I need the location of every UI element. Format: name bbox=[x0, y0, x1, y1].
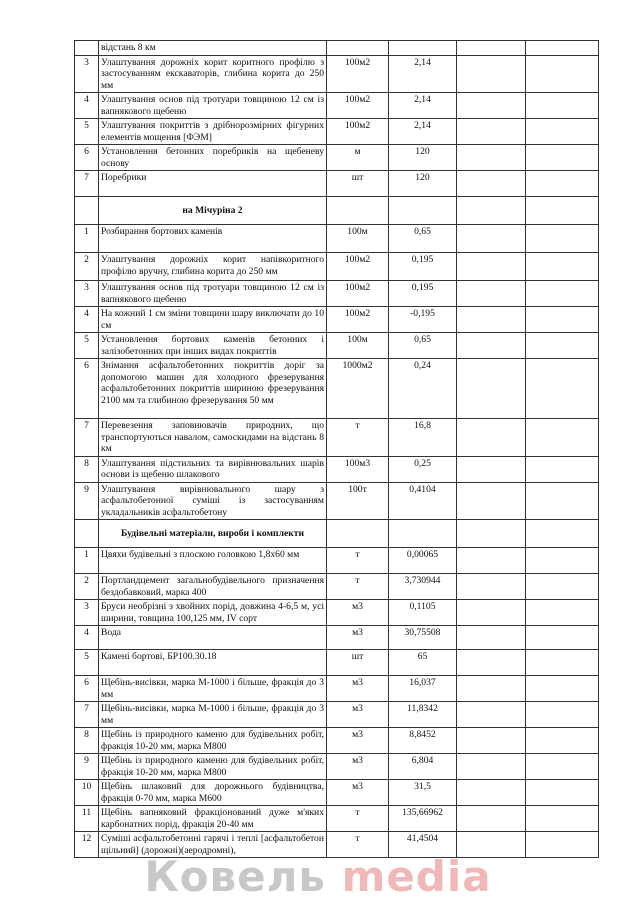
row-number: 8 bbox=[75, 456, 99, 482]
work-description: Улаштування основ під тротуари товщиною 12 см із вапнякового щебеню bbox=[99, 93, 327, 119]
work-description: Портландцемент загальнобудівельного призначення бездобавковий, марка 400 bbox=[99, 574, 327, 600]
row-number: 6 bbox=[75, 145, 99, 171]
table-row bbox=[75, 419, 599, 457]
work-description: Улаштування основ під тротуари товщиною 12 см із вапнякового щебеню bbox=[99, 281, 327, 307]
row-number: 1 bbox=[75, 548, 99, 574]
table-row bbox=[75, 754, 599, 780]
empty-cell bbox=[457, 225, 526, 253]
watermark-word-2: media bbox=[341, 852, 492, 901]
row-number: 2 bbox=[75, 574, 99, 600]
empty-cell bbox=[526, 676, 599, 702]
work-description: На кожний 1 см зміни товщини шару виключати до 10 см bbox=[99, 307, 327, 333]
unit-of-measure: м3 bbox=[327, 626, 389, 650]
empty-cell bbox=[526, 482, 599, 520]
empty-cell bbox=[526, 548, 599, 574]
work-description: Поребрики bbox=[99, 171, 327, 197]
section-title: на Мічуріна 2 bbox=[99, 197, 327, 225]
empty-cell bbox=[526, 780, 599, 806]
quantity: 120 bbox=[389, 145, 457, 171]
empty-cell bbox=[457, 728, 526, 754]
unit-of-measure: 1000м2 bbox=[327, 359, 389, 419]
table-row bbox=[75, 574, 599, 600]
quantity: 2,14 bbox=[389, 93, 457, 119]
section-number-cell bbox=[75, 197, 99, 225]
table-row bbox=[75, 281, 599, 307]
quantity: 0,25 bbox=[389, 456, 457, 482]
row-number: 4 bbox=[75, 307, 99, 333]
quantity: 0,4104 bbox=[389, 482, 457, 520]
empty-cell bbox=[526, 626, 599, 650]
row-number: 3 bbox=[75, 281, 99, 307]
empty-cell bbox=[457, 780, 526, 806]
table-row bbox=[75, 806, 599, 832]
empty-cell bbox=[457, 119, 526, 145]
row-number: 7 bbox=[75, 702, 99, 728]
section-number-cell bbox=[75, 520, 99, 548]
empty-cell bbox=[526, 307, 599, 333]
unit-of-measure: м bbox=[327, 145, 389, 171]
unit-of-measure: т bbox=[327, 806, 389, 832]
work-description: Бруси необрізні з хвойних порід, довжина 4-6,5 м, усі ширини, товщина 100,125 мм, IV сорт bbox=[99, 600, 327, 626]
work-description: Улаштування покриттів з дрібнорозмірних фігурних елементів мощення [ФЭМ] bbox=[99, 119, 327, 145]
unit-of-measure: м3 bbox=[327, 780, 389, 806]
unit-of-measure: 100м2 bbox=[327, 55, 389, 93]
table-row bbox=[75, 41, 599, 56]
quantity: 135,66962 bbox=[389, 806, 457, 832]
table-body bbox=[75, 41, 599, 858]
unit-of-measure: шт bbox=[327, 650, 389, 676]
section-header-row bbox=[75, 197, 599, 225]
work-description: Цвяхи будівельні з плоскою головкою 1,8х60 мм bbox=[99, 548, 327, 574]
row-number: 11 bbox=[75, 806, 99, 832]
row-number: 5 bbox=[75, 333, 99, 359]
work-description: відстань 8 км bbox=[99, 41, 327, 56]
empty-cell bbox=[526, 225, 599, 253]
table-row bbox=[75, 728, 599, 754]
work-description: Суміші асфальтобетонні гарячі і теплі [асфальтобетон щільний] (дорожні)(аеродромні), bbox=[99, 832, 327, 858]
empty-cell bbox=[457, 281, 526, 307]
table-row bbox=[75, 548, 599, 574]
empty-cell bbox=[457, 520, 526, 548]
work-description: Щебінь із природного каменю для будівельних робіт, фракція 10-20 мм, марка М800 bbox=[99, 728, 327, 754]
work-description: Перевезення заповнювачів природних, що транспортуються навалом, самоскидами на відстань 8 км bbox=[99, 419, 327, 457]
table-row bbox=[75, 780, 599, 806]
empty-cell bbox=[457, 41, 526, 56]
work-description: Камені бортові, БР100.30.18 bbox=[99, 650, 327, 676]
row-number: 5 bbox=[75, 650, 99, 676]
work-description: Щебінь із природного каменю для будівельних робіт, фракція 10-20 мм, марка М800 bbox=[99, 754, 327, 780]
quantity: 0,195 bbox=[389, 253, 457, 281]
row-number: 4 bbox=[75, 626, 99, 650]
unit-of-measure: т bbox=[327, 548, 389, 574]
quantity: 0,1105 bbox=[389, 600, 457, 626]
quantity: 2,14 bbox=[389, 55, 457, 93]
unit-of-measure bbox=[327, 41, 389, 56]
row-number: 8 bbox=[75, 728, 99, 754]
section-header-row bbox=[75, 520, 599, 548]
empty-cell bbox=[457, 55, 526, 93]
empty-cell bbox=[457, 307, 526, 333]
quantity: 3,730944 bbox=[389, 574, 457, 600]
empty-cell bbox=[526, 253, 599, 281]
empty-cell bbox=[526, 281, 599, 307]
quantity: 8,8452 bbox=[389, 728, 457, 754]
work-description: Щебінь вапняковий фракціонований дуже м'яких карбонатних порід, фракція 20-40 мм bbox=[99, 806, 327, 832]
quantity: -0,195 bbox=[389, 307, 457, 333]
work-description: Щебінь-висівки, марка М-1000 і більше, фракція до 3 мм bbox=[99, 676, 327, 702]
work-description: Щебінь-висівки, марка М-1000 і більше, фракція до 3 мм bbox=[99, 702, 327, 728]
quantity bbox=[389, 41, 457, 56]
table-row bbox=[75, 171, 599, 197]
unit-of-measure: т bbox=[327, 419, 389, 457]
empty-cell bbox=[526, 359, 599, 419]
empty-cell bbox=[389, 197, 457, 225]
row-number: 6 bbox=[75, 676, 99, 702]
row-number: 5 bbox=[75, 119, 99, 145]
row-number bbox=[75, 41, 99, 56]
quantity: 16,037 bbox=[389, 676, 457, 702]
table-row bbox=[75, 145, 599, 171]
unit-of-measure: т bbox=[327, 574, 389, 600]
empty-cell bbox=[526, 574, 599, 600]
bill-of-quantities-table bbox=[74, 40, 599, 858]
unit-of-measure: т bbox=[327, 832, 389, 858]
table-row bbox=[75, 626, 599, 650]
row-number: 1 bbox=[75, 225, 99, 253]
empty-cell bbox=[526, 456, 599, 482]
row-number: 4 bbox=[75, 93, 99, 119]
quantity: 0,00065 bbox=[389, 548, 457, 574]
unit-of-measure: м3 bbox=[327, 600, 389, 626]
table-row bbox=[75, 456, 599, 482]
empty-cell bbox=[526, 171, 599, 197]
quantity: 6,804 bbox=[389, 754, 457, 780]
row-number: 7 bbox=[75, 419, 99, 457]
empty-cell bbox=[457, 197, 526, 225]
row-number: 9 bbox=[75, 754, 99, 780]
empty-cell bbox=[457, 333, 526, 359]
table-row bbox=[75, 119, 599, 145]
unit-of-measure: 100т bbox=[327, 482, 389, 520]
empty-cell bbox=[457, 702, 526, 728]
empty-cell bbox=[327, 197, 389, 225]
work-description: Розбирання бортових каменів bbox=[99, 225, 327, 253]
table-row bbox=[75, 359, 599, 419]
work-description: Щебінь шлаковий для дорожнього будівництва, фракція 0-70 мм, марка М600 bbox=[99, 780, 327, 806]
empty-cell bbox=[526, 55, 599, 93]
unit-of-measure: 100м2 bbox=[327, 281, 389, 307]
empty-cell bbox=[327, 520, 389, 548]
unit-of-measure: м3 bbox=[327, 754, 389, 780]
row-number: 10 bbox=[75, 780, 99, 806]
work-description: Установлення бетонних поребриків на щебеневу основу bbox=[99, 145, 327, 171]
table-row bbox=[75, 307, 599, 333]
empty-cell bbox=[457, 482, 526, 520]
table-row bbox=[75, 333, 599, 359]
table-row bbox=[75, 225, 599, 253]
work-description: Улаштування вирівнювального шару з асфальтобетонної суміші із застосуванням укладальників асфальтобетону bbox=[99, 482, 327, 520]
empty-cell bbox=[526, 119, 599, 145]
empty-cell bbox=[457, 419, 526, 457]
row-number: 12 bbox=[75, 832, 99, 858]
table-row bbox=[75, 650, 599, 676]
row-number: 9 bbox=[75, 482, 99, 520]
empty-cell bbox=[526, 754, 599, 780]
empty-cell bbox=[457, 171, 526, 197]
quantity: 2,14 bbox=[389, 119, 457, 145]
empty-cell bbox=[526, 419, 599, 457]
unit-of-measure: 100м2 bbox=[327, 93, 389, 119]
empty-cell bbox=[457, 145, 526, 171]
empty-cell bbox=[526, 806, 599, 832]
work-description: Установлення бортових каменів бетонних і залізобетонних при інших видах покриттів bbox=[99, 333, 327, 359]
unit-of-measure: 100м3 bbox=[327, 456, 389, 482]
empty-cell bbox=[526, 728, 599, 754]
quantity: 0,65 bbox=[389, 225, 457, 253]
empty-cell bbox=[526, 520, 599, 548]
unit-of-measure: шт bbox=[327, 171, 389, 197]
unit-of-measure: 100м bbox=[327, 333, 389, 359]
empty-cell bbox=[457, 574, 526, 600]
section-title: Будівельні матеріали, вироби і комплекти bbox=[99, 520, 327, 548]
work-description: Вода bbox=[99, 626, 327, 650]
row-number: 6 bbox=[75, 359, 99, 419]
row-number: 7 bbox=[75, 171, 99, 197]
quantity: 30,75508 bbox=[389, 626, 457, 650]
unit-of-measure: м3 bbox=[327, 676, 389, 702]
empty-cell bbox=[389, 520, 457, 548]
table-row bbox=[75, 253, 599, 281]
empty-cell bbox=[457, 456, 526, 482]
empty-cell bbox=[457, 93, 526, 119]
empty-cell bbox=[457, 359, 526, 419]
quantity: 11,8342 bbox=[389, 702, 457, 728]
empty-cell bbox=[457, 548, 526, 574]
unit-of-measure: м3 bbox=[327, 728, 389, 754]
quantity: 65 bbox=[389, 650, 457, 676]
table-row bbox=[75, 482, 599, 520]
empty-cell bbox=[526, 145, 599, 171]
empty-cell bbox=[526, 333, 599, 359]
unit-of-measure: 100м2 bbox=[327, 253, 389, 281]
empty-cell bbox=[526, 41, 599, 56]
empty-cell bbox=[457, 806, 526, 832]
work-description: Улаштування дорожніх корит напівкоритного профілю вручну, глибина корита до 250 мм bbox=[99, 253, 327, 281]
row-number: 3 bbox=[75, 600, 99, 626]
quantity: 120 bbox=[389, 171, 457, 197]
unit-of-measure: м3 bbox=[327, 702, 389, 728]
empty-cell bbox=[526, 600, 599, 626]
empty-cell bbox=[457, 626, 526, 650]
quantity: 31,5 bbox=[389, 780, 457, 806]
quantity: 0,65 bbox=[389, 333, 457, 359]
empty-cell bbox=[457, 600, 526, 626]
work-description: Знімання асфальтобетонних покриттів доріг за допомогою машин для холодного фрезерування асфальтобетонних покриттів шириною фрезерування 2100 мм та глибиною фрезерування 50 мм bbox=[99, 359, 327, 419]
unit-of-measure: 100м bbox=[327, 225, 389, 253]
row-number: 3 bbox=[75, 55, 99, 93]
unit-of-measure: 100м2 bbox=[327, 307, 389, 333]
empty-cell bbox=[457, 650, 526, 676]
kovel-media-watermark bbox=[0, 852, 636, 901]
table-row bbox=[75, 55, 599, 93]
empty-cell bbox=[457, 676, 526, 702]
empty-cell bbox=[526, 93, 599, 119]
table-row bbox=[75, 676, 599, 702]
table-row bbox=[75, 600, 599, 626]
empty-cell bbox=[457, 253, 526, 281]
unit-of-measure: 100м2 bbox=[327, 119, 389, 145]
quantity: 0,195 bbox=[389, 281, 457, 307]
empty-cell bbox=[457, 754, 526, 780]
row-number: 2 bbox=[75, 253, 99, 281]
watermark-word-1: Ковель bbox=[144, 852, 326, 901]
quantity: 0,24 bbox=[389, 359, 457, 419]
table-row bbox=[75, 93, 599, 119]
quantity: 41,4504 bbox=[389, 832, 457, 858]
empty-cell bbox=[526, 702, 599, 728]
empty-cell bbox=[526, 197, 599, 225]
quantity: 16,8 bbox=[389, 419, 457, 457]
work-description: Улаштування дорожніх корит коритного профілю з застосуванням екскаваторів, глибина корита до 250 мм bbox=[99, 55, 327, 93]
empty-cell bbox=[526, 650, 599, 676]
work-description: Улаштування підстильних та вирівнювальних шарів основи із щебеню шлакового bbox=[99, 456, 327, 482]
table-row bbox=[75, 702, 599, 728]
